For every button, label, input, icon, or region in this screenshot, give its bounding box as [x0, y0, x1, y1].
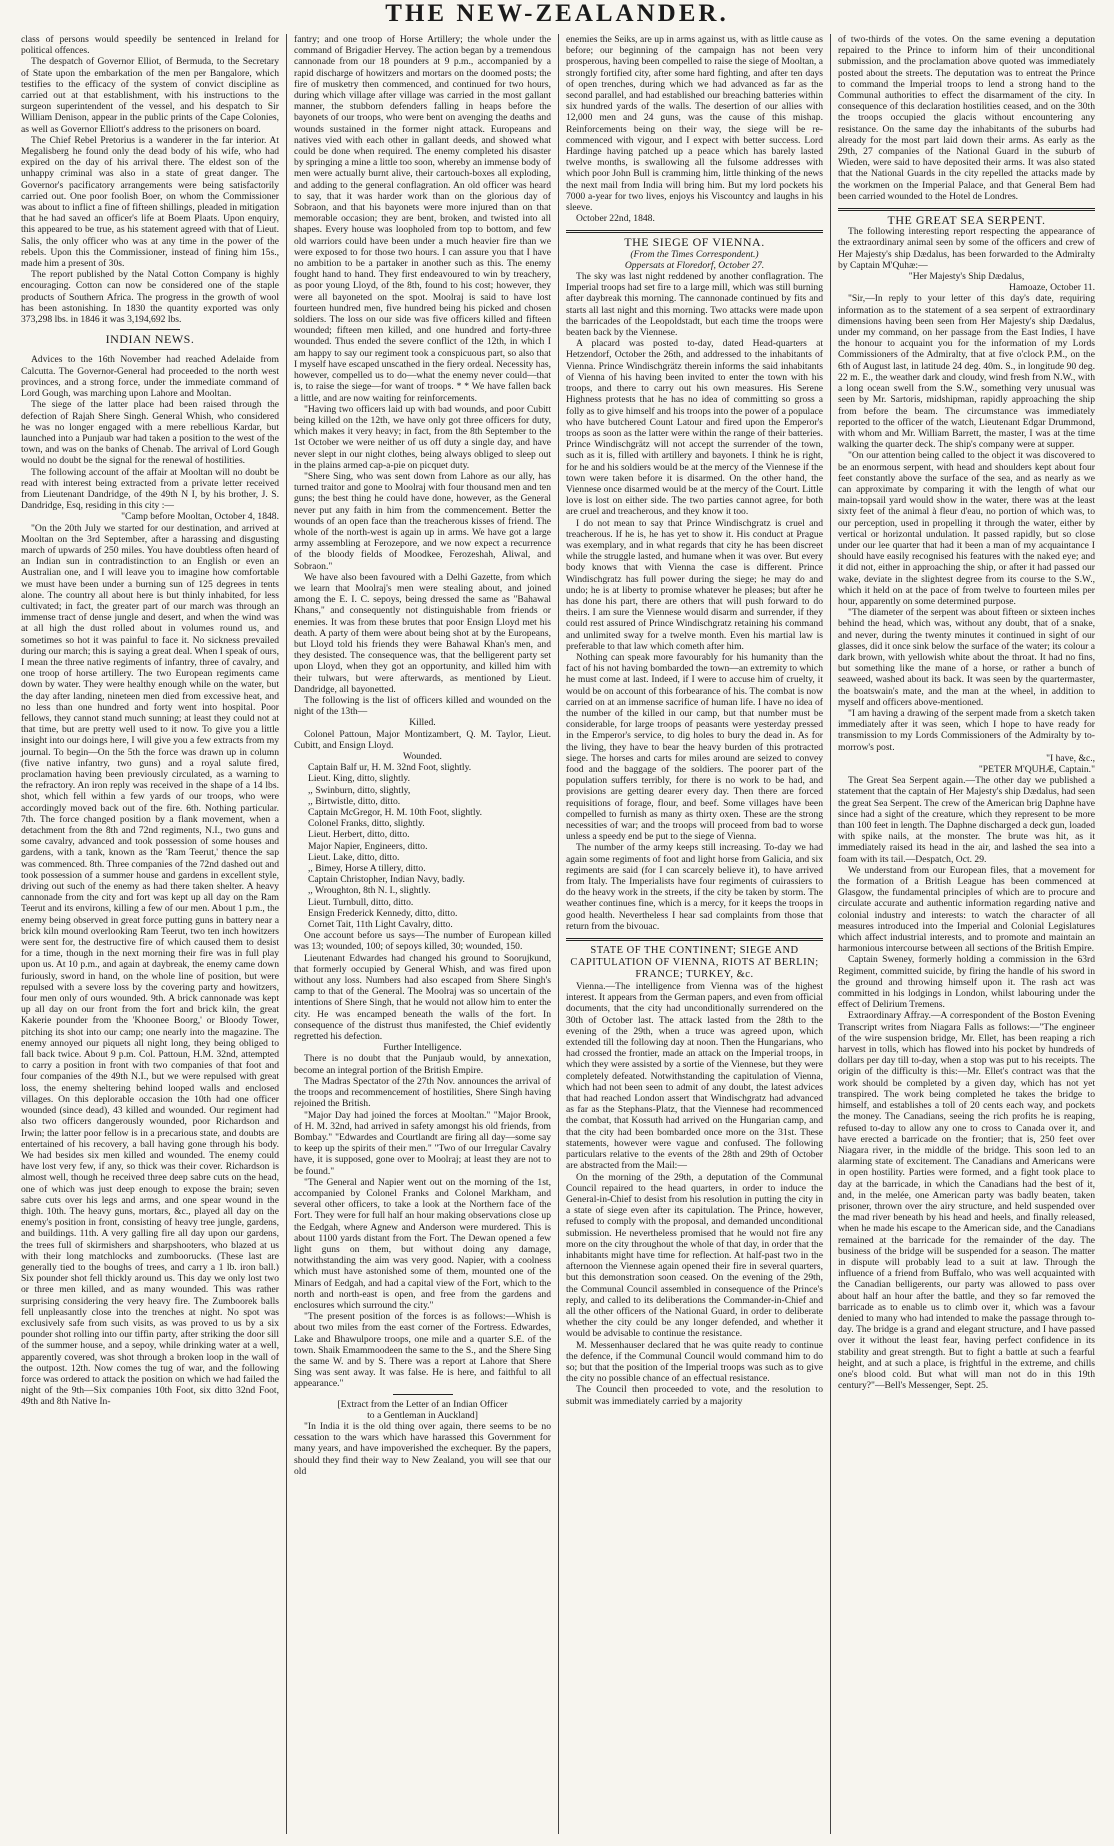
paragraph: On the morning of the 29th, a deputation of the Communal Council repaired to the head quarters, in order to induce the General-in-Chief to desist from his resolution in putting the city in a state of siege even after its capitulation. The Prince, however, refused to comply with the proposal, and demanded unconditional submission. He nevertheless promised that he would not fire any more on the city throughout the whole of that day, in order that the inhabitants might have time for reflection. At half-past two in the afternoon the Viennese again opened their fire in several quarters, but this demonstration soon ceased. On the evening of the 29th, the Communal Council assembled in consequence of the Prince's reply, and called to its deliberations the Commander-in-Chief and all the other officers of the National Guard, in order to deliberate whether the city could be any longer defended, and whether it would be advisable to continue the resistance. — [566, 1171, 823, 1340]
paragraph: A placard was posted to-day, dated Head-quarters at Hetzendorf, October the 26th, and addressed to the inhabitants of Vienna. Prince Windischgrätz therein informs the said inhabitants of Vienna of his having been invited to enter the town with his troops, and there to carry out his own measures. His Serene Highness protests that he has no idea of committing so gross a folly as to give himself and his troops into the power of a populace who have butchered Count Latour and fired upon the Emperor's troops as soon as the latter were within the range of their batteries. Prince Windischgrätz will not accept the surrender of the town, such as it is, filled with artillery and bayonets. I think he is right, for he and his soldiers would be at the mercy of the Viennese if the town were taken before it is disarmed. On the other hand, the Viennese once disarmed would be at the mercy of the Court. Little love is lost on either side. The two parties cannot agree, for both are cruel and treacherous, and they know it too. — [566, 338, 823, 518]
signature-date: October 22nd, 1848. — [576, 213, 655, 225]
paragraph: "On our attention being called to the object it was discovered to be an enormous serpent, with head and shoulders kept about four feet constantly above the surface of the sea, and as nearly as we can approximate by comparing it with the length of what our main-topsail yard would show in the water, there was at the least sixty feet of the animal à fleur d'eau, no portion of which was, to our perception, used in propelling it through the water, either by vertical or horizontal undulation. It passed rapidly, but so close under our lee quarter that had it been a man of my acquaintance I should have easily recognised his features with the naked eye; and it did not, either in approaching the ship, or after it had passed our wake, deviate in the slightest degree from its course to the S.W., which it held on at the pace of from twelve to fourteen miles per hour, apparently on some determined purpose. — [838, 450, 1095, 607]
list-item: ,, Birtwistle, ditto, ditto. — [308, 795, 401, 807]
paragraph: "Shere Sing, who was sent down from Lahore as our ally, has turned traitor and gone to Moolraj with four thousand men and ten guns; the best thing he could have done, however, as the General never put any faith in him from the commencement. Better the wounds of an open face than the treacherous kisses of friend. The whole of the north-west is again up in arms. We have got a large army assembling at Ferozepore, and we now expect a recurrence of the bloody fields of Moodkee, Ferozeshah, Aliwal, and Sobraon." — [294, 470, 551, 572]
divider — [120, 329, 180, 330]
list-item: ,, Swinburn, ditto, slightly, — [308, 784, 411, 796]
column-3 — [558, 34, 830, 1834]
paragraph: fantry; and one troop of Horse Artillery; the whole under the command of Brigadier Hervey. The action began by a tremendous cannonade from our 18 pounders at 9 p.m., accompanied by a rapid discharge of howitzers and mortars on the doomed posts; the fire of musketry then commenced, and continued for two hours, during which village after village was carried in the most gallant manner, the stubborn defenders falling in heaps before the bayonets of our troops, who were bent on avenging the deaths and wounds sustained in the former night attack. Europeans and natives vied with each other in gallant deeds, and showed what could be done when required. The enemy completed his disaster by springing a mine a little too soon, whereby an immense body of men were actually burnt alive, their cartouch-boxes all exploding, and adding to the general conflagration. An old officer was heard to say, that it was harder work than on the glorious day of Sobraon, and that his bayonets were more injured than on that memorable occasion; they are bent, broken, and twisted into all shapes. Every house was loopholed from top to bottom, and few old warriors could have been under a much heavier fire than we were exposed to for those two hours. I can assure you that I have no ambition to be a partaker in another such as this. The enemy fought hand to hand. They first endeavoured to win by treachery, as poor young Lloyd, of the 8th, found to his cost; however, they were all bayoneted on the spot. Moolraj is said to have lost fourteen hundred men, five hundred being his picked and chosen soldiers. The loss on our side was five officers killed and fifteen wounded; fifteen men killed, and one hundred and forty-three wounded. Thus ended the severe conflict of the 12th, in which I am happy to say our regiment took a conspicuous part, so also that I myself have escaped unscathed in the fiery ordeal. Necessity has, however, compelled us to do—what the enemy never could—that is, to raise the siege—for want of troops. * * We have fallen back a little, and are now waiting for reinforcements. — [294, 34, 551, 404]
paragraph: Captain Sweney, formerly holding a commission in the 63rd Regiment, committed suicide, by firing the handle of his sword in the ground and throwing himself upon it. The rash act was committed in his lodgings in London, whilst labouring under the effect of Delirium Tremens. — [838, 954, 1095, 1011]
list-item: ,, Bimey, Horse A tillery, ditto. — [308, 863, 426, 875]
list-item: Ensign Frederick Kennedy, ditto, ditto. — [308, 907, 458, 919]
paragraph: Extraordinary Affray.—A correspondent of the Boston Evening Transcript writes from Niagara Falls as follows:—"The engineer of the wire suspension bridge, Mr. Ellet, has been reaping a rich harvest in tolls, which has flowed into his pocket by hundreds of dollars per day till to-day, when a stop was put to his receipts. The origin of the difficulty is this:—Mr. Ellet's contract was that the work should be completed by a given day, which has not yet transpired. The work being completed he takes the bridge to himself, and establishes a toll of 20 cents each way, and pockets the money. The Canadians, seeing the rich profits he is reaping, refused to-day to allow any one to cross to Canada over it, and have erected a barricade on the frontier; that is, 250 feet over Niagara river, in the middle of the bridge. This soon led to an alarming state of excitement. The Canadians and Americans were in open hostility. Parties were formed, and a fight took place to day at the barricade, in which the Canadians had the best of it, and, in the melée, one American party was badly beaten, taken prisoner, thrown over the airy structure, and held suspended over the mad river beneath by his head and heels, and finally released, when he made his escape to the American side, and the Canadians remained at the barricade for the remainder of the day. The business of the bridge will be suspended for a season. The matter in dispute will probably lead to a suit at law. Through the influence of a friend from Buffalo, who was well acquainted with the Canadian belligerents, our party was allowed to pass over about half an hour after the battle, and they so far removed the barricade as to enable us to climb over it, which was a favour denied to many who had intended to make the passage through to-day. The bridge is a grand and elegant structure, and I have passed over it without the least fear, having perfect confidence in its stability and great strength. But to fight a battle at such a fearful height, and at such a place, is frightful in the extreme, and chills one's blood cold. But what will man not do in this 19th century?"—Bell's Messenger, Sept. 25. — [838, 1010, 1095, 1392]
paragraph: Advices to the 16th November had reached Adelaide from Calcutta. The Governor-General had proceeded to the north west provinces, and a strong force, under the immediate command of Lord Gough, was marching upon Lahore and Mooltan. — [21, 354, 279, 400]
divider — [393, 1394, 453, 1395]
list-item: Cornet Tait, 11th Light Cavalry, ditto. — [308, 919, 453, 931]
paragraph: The sky was last night reddened by another conflagration. The Imperial troops had set fire to a large mill, which was still burning after daybreak this morning. The cannonade continued by fits and starts all last night and this morning. Two attacks were made upon the barricades of the Leopoldstadt, but each time the troops were beaten back by the Viennese. — [566, 271, 823, 339]
list-item: Colonel Franks, ditto, slightly. — [308, 818, 425, 830]
paragraph: Nothing can speak more favourably for his humanity than the fact of his not having bombarded the town—an extremity to which he must come at last. Indeed, if I were to accuse him of cruelty, it would be on account of this forbearance of his. The combat is now carried on at an immense sacrifice of human life. I have no idea of the number of the killed in our camp, but that number must be considerable, for large troops of peasants were yesterday pressed in the Emperor's service, to dig holes to bury the dead in. As for the living, they have to bear the heavy burden of this protracted siege. The horses and carts for miles around are seized to convey food and the baggage of the soldiers. The poorer part of the population suffers terribly, for there is no work to be had, and provisions are getting dearer every day. Then there are forced requisitions of forage, flour, and beef. Some villages have been compelled to furnish as many as thirty oxen. These are the strong necessities of war; and the troops will proceed from bad to worse unless a speedy end be put to the siege of Vienna. — [566, 651, 823, 843]
paragraph: The following is the list of officers killed and wounded on the night of the 13th— — [294, 694, 551, 718]
paragraph: Vienna.—The intelligence from Vienna was of the highest interest. It appears from the German papers, and even from official documents, that the city had unconditionally surrendered on the 30th of October last. The attack lasted from the 28th to the evening of the 29th, when a truce was agreed upon, which extended till the following day at noon. Then the Hungarians, who had crossed the frontier, made an attack on the Imperial troops, in which they were assisted by a sortie of the Viennese, but they were completely defeated. Notwithstanding the capitulation of Vienna, which had not been seen to admit of any doubt, the latest advices that had reached London assert that Windischgratz had advanced as far as the Stephans-Platz, that the Viennese had recommenced the combat, that Kossuth had arrived on the Hungarian camp, and that the city had been bombarded once more on the 31st. These statements, however were vague and confused. The following particulars relative to the events of the 28th and 29th of October are abstracted from the Mail:— — [566, 981, 823, 1172]
divider — [566, 230, 823, 233]
list-item: Lieut. Turnbull, ditto, ditto. — [308, 896, 414, 908]
headline-siege-of-vienna: THE SIEGE OF VIENNA. — [624, 235, 765, 250]
paragraph: The following account of the affair at Mooltan will no doubt be read with interest being extracted from a private letter received from Lieutenant Dandridge, of the 49th N I, by his brother, J. S. Dandridge, Esq, residing in this city :— — [21, 466, 279, 512]
divider — [120, 349, 180, 350]
paragraph: M. Messenhauser declared that he was quite ready to continue the defence, if the Communal Council would command him to do so; but that the position of the Imperial troops was such as to give the city no possible chance of an effectual resistance. — [566, 1339, 823, 1385]
column-2 — [286, 34, 558, 1834]
paragraph: The number of the army keeps still increasing. To-day we had again some regiments of foot and light horse from Galicia, and six regiments are said (for I can scarcely believe it), to have arrived from Italy. The Imperialists have four regiments of cuirassiers to do the heavy work in the streets, if the city be taken by storm. The weather continues fine, which is a mercy, for it keeps the troops in good health. Nevertheless I hear sad complaints from those that return from the bivouac. — [566, 842, 823, 932]
letter-header-date: Hamoaze, October 11. — [1009, 282, 1095, 294]
list-item: Captain McGregor, H. M. 10th Foot, slightly. — [308, 807, 483, 819]
headline-state-of-continent: STATE OF THE CONTINENT; SIEGE AND CAPITULATION OF VIENNA, RIOTS AT BERLIN; FRANCE; TURKEY, &c. — [570, 945, 819, 981]
masthead: THE NEW-ZEALANDER. — [385, 0, 729, 27]
paragraph: "Sir,—In reply to your letter of this day's date, requiring information as to the statement of a sea serpent of extraordinary dimensions having been seen from Her Majesty's ship Dædalus, under my command, on her passage from the East Indies, I have the honour to acquaint you for the information of my Lords Commissioners of the Admiralty, that at five o'clock P.M., on the 6th of August last, in latitude 24 deg. 40m. S., in longitude 90 deg. 22 m. E., the weather dark and cloudy, wind fresh from N.W., with a long ocean swell from the S.W., something very unusual was seen by Mr. Sartoris, midshipman, rapidly approaching the ship from before the beam. The circumstance was immediately reported to the officer of the watch, Lieutenant Edgar Drummond, with whom and Mr. William Barrett, the master, I was at the time walking the quarter deck. The ship's company were at supper. — [838, 293, 1095, 451]
paragraph: One account before us says—The number of European killed was 13; wounded, 100; of sepoys killed, 30; wounded, 150. — [294, 930, 551, 953]
extract-heading: [Extract from the Letter of an Indian Officer — [337, 1398, 508, 1410]
further-intelligence-heading: Further Intelligence. — [383, 1042, 462, 1054]
paragraph: The following interesting report respecting the appearance of the extraordinary animal seen by some of the officers and crew of Her Majesty's ship Dædalus, has been forwarded to the Admiralty by Captain M'Quhæ:— — [838, 226, 1095, 271]
list-item: Captain Balf ur, H. M. 32nd Foot, slightly. — [308, 762, 472, 774]
paragraph: class of persons would speedily be sentenced in Ireland for political offences. — [21, 34, 279, 57]
wounded-heading: Wounded. — [403, 751, 442, 762]
paragraph: "The present position of the forces is as follows:—Whish is about two miles from the east corner of the Fortress. Edwardes, Lake and Bhawulpore troops, one mile and a quarter S.E. of the town. Shaik Emammoodeen the same to the S., and the Shere Sing the same W. and by S. There was a report at Lahore that Shere Sing was sent away. It was false. He is here, and faithful to all appearance." — [294, 1311, 551, 1390]
list-item: Lieut. King, ditto, slightly. — [308, 773, 410, 785]
paragraph: "In India it is the old thing over again, there seems to be no cessation to the wars which have harassed this Government for many years, and have impoverished the exchequer. By the papers, should they find their way to New Zealand, you will see that our old — [294, 1420, 551, 1477]
paragraph: The report published by the Natal Cotton Company is highly encouraging. Cotton can now be considered one of the staple products of Southern Africa. The progress in the growth of wool has been astonishing. In 1830 the quantity exported was only 373,298 lbs. in 1846 it was 3,194,692 lbs. — [21, 269, 279, 326]
headline-great-sea-serpent: THE GREAT SEA SERPENT. — [887, 213, 1046, 228]
letter-header: "Her Majesty's Ship Dædalus, — [908, 271, 1025, 283]
paragraph: The despatch of Governor Elliot, of Bermuda, to the Secretary of State upon the embarkation of the men per Bangalore, which testifies to the efficacy of the system of convict discipline as carried out at that establishment, with his instructions to the surgeon superintendent of the vessel, and his despatch to Sir William Denison, appear in the public prints of the Cape Colonies, as well as Governor Elliott's address to the prisoners on board. — [21, 56, 279, 135]
paragraph: "On the 20th July we started for our destination, and arrived at Mooltan on the 3rd September, after a harassing and disgusting march of upwards of 250 miles. You have doubtless often heard of an Indian sun in contradistinction to an English or even an Australian one, and I will leave you to imagine how comfortable we must have been under a burning sun of 125 degrees in tents alone. The country all about here is but thinly inhabited, for less cultivated; in fact, the greater part of our march was through an immense tract of dense jungle and desert, and when the wind was at all high the dust rolled about in volumes round us, and sometimes so hot it was painful to face it. No sickness prevailed during our march; this is saying a great deal. When I speak of ours, I mean the three native regiments of infantry, three of cavalry, and one troop of horse artillery. The two European regiments came down by water. They were healthy enough while on the water, but the day after landing, nineteen men died from excessive heat, and no less than one hundred and forty went into hospital. Poor fellows, they cannot stand much sunning; at least they could not at that time, but are pretty well used to it now. To give you a little insight into our doings here, I will give you a few extracts from my journal. To begin—On the 5th the force was drawn up in column (five native infantry, two guns) and a royal salute fired, proclamation having been previously circulated, as a warning to the refractory. An iron reply was received in the shape of a 14 lbs. shot, which fell within a few yards of our troops, who were accordingly moved back out of the fire. 6th. Nothing particular. 7th. The force changed position by a flank movement, when a detachment from the 8th and 72nd regiments, N.I., two guns and some cavalry, advanced and took possession of some houses and gardens, with a tank, known as the 'Ram Teerut,' thence the sap was commenced. 8th. Three companies of the 72nd dashed out and took possession of a summer house and gardens in excellent style, driving out such of the enemy as had there taken shelter. A heavy cannonade from the city and fort was kept up all day on the Ram Teerut and its environs, killing a few of our men. About 1 p.m., the enemy being observed in great force putting guns in battery near a brick kiln mound overlooking Ram Teerut, two ten inch howitzers were sent for, the destructive fire of which caused them to desist for a time, though in the next morning their fire was in full play upon us. At 10 p.m., and again at daybreak, the enemy came down furiously, sword in hand, on the whole line of position, but were repulsed with a severe loss by the covering party and howitzers, four men only of ours wounded. 9th. A brick cannonade was kept up all day on our front from the fort and brick kiln, the great Kakerie pounder from the 'Khoonee Boorg,' or Bloody Tower, pitching its shot into our camp; one nearly into the magazine. The enemy annoyed our piquets all night long, they being obliged to fall back twice. About 9 p.m. Col. Pattoun, H.M. 32nd, attempted to carry a position in front with two companies of that foot and four companies of the 49th N.I., but we were repulsed with great loss, the enemy sheltering behind looped walls and enclosed villages. On this deplorable occasion the 10th had one officer wounded (since dead), 43 killed and wounded. Our regiment had also two officers dangerously wounded, poor Richardson and Irwin; the latter poor fellow is in a precarious state, and doubts are entertained of his recovery, a ball having gone through his body. We had besides six men killed and wounded. The enemy could have lost very few, if any, so thick was their cover. Richardson is almost well, though he received three deep sabre cuts on the head, one of which was just deep enough to expose the brain; seven sabre cuts over his legs and arms, and one spear wound in the thigh. 10th. The heavy guns, mortars, &c., played all day on the enemy's position in front, consisting of heavy tree jungle, gardens, and buildings. 11th. A very galling fire all day upon our gardens, the trees full of skirmishers and sharpshooters, who blazed at us with their long matchlocks and zumboorucks. (These last are generally tied to the boughs of trees, and carry a 1 lb. iron ball.) Six pounder shot fell thickly around us. This day we only lost two or three men killed, and as many wounded. This was rather surprising considering the very heavy fire. The Zumboorek balls fell unpleasantly close into the trenches at night. No spot was exclusively safe from such visits, as was proved to us by a six pounder shot rolling into our tiffin party, after striking the door sill of the summer house, and a sepoy, while drinking water at a well, apparently covered, was shot through a broken loop in the wall of the outpost. 12th. Now comes the tug of war, and the following force was ordered to attack the position on which we had failed the night of the 9th—Six companies 10th Foot, six ditto 32nd Foot, 49th and 8th Native In- — [21, 522, 279, 1408]
killed-heading: Killed. — [409, 717, 436, 729]
list-item: Lieut. Herbert, ditto, ditto. — [308, 829, 410, 841]
column-4 — [830, 34, 1102, 1834]
paragraph: The Great Sea Serpent again.—The other day we published a statement that the captain of Her Majesty's ship Dædalus, had seen the great Sea Serpent. The crew of the American brig Daphne have since had a sight of the creature, which they represent to be more than 100 feet in length. The Daphne discharged a deck gun, loaded with spike nails, at the monster. The brute was hit, as it immediately raised its head in the air, and lashed the sea into a foam with its tail.—Despatch, Oct. 29. — [838, 775, 1095, 865]
paragraph: The Chief Rebel Pretorius is a wanderer in the far interior. At Megalisberg he found only the dead body of his wife, who had expired on the day of his arrival there. The eldest son of the unhappy criminal was also in a state of great danger. The Governor's pacificatory arrangements were being satisfactorily carried out. One poor foolish Boer, on whom the Commissioner was about to inflict a fine of fifteen shillings, pleaded in mitigation that he had saved an officer's life at Boem Plaats. Upon enquiry, this appeared to be true, as his statement agreed with that of Lieut. Salis, the only officer who was at any time in the power of the rebels. Upon this the Commissioner, instead of fining him 15s., made him a present of 30s. — [21, 134, 279, 270]
paragraph: "Major Day had joined the forces at Mooltan." "Major Brook, of H. M. 32nd, had arrived in safety amongst his old friends, from Bombay." "Edwardes and Courtlandt are firing all day—some say to keep up the spirits of their men." "Two of our Irregular Cavalry have, it is supposed, gone over to Moolraj; at least they are not to be found." — [294, 1109, 551, 1177]
list-item: Captain Christopher, Indian Navy, badly. — [308, 874, 465, 886]
paragraph: There is no doubt that the Punjaub would, by annexation, become an integral portion of the British Empire. — [294, 1053, 551, 1076]
columns — [14, 34, 1102, 1834]
paragraph: "I am having a drawing of the serpent made from a sketch taken immediately after it was seen, which I hope to have ready for transmission to my Lords Commissioners of the Admiralty by to-morrow's post. — [838, 707, 1095, 753]
paragraph: The siege of the latter place had been raised through the defection of Rajah Shere Singh. General Whish, who considered he was no longer engaged with a mere rebellious Kardar, but launched into a Punjaub war had taken a position to the west of the town, and was on the banks of Chenab. The arrival of Lord Gough would no doubt be the signal for the renewal of hostilities. — [21, 399, 279, 467]
list-item: ,, Wroughton, 8th N. I., slightly. — [308, 885, 431, 897]
paragraph: "The diameter of the serpent was about fifteen or sixteen inches behind the head, which was, without any doubt, that of a snake, and never, during the twenty minutes it continued in sight of our glasses, did it once sink below the surface of the water; its colour a dark brown, with yellowish white about the throat. It had no fins, but something like the mane of a horse, or rather a bunch of seaweed, washed about its back. It was seen by the quartermaster, the boatswain's mate, and the man at the wheel, in addition to myself and officers above-mentioned. — [838, 607, 1095, 708]
letter-dateline: "Camp before Mooltan, October 4, 1848. — [121, 511, 279, 523]
dateline: Oppersats at Floredorf, October 27. — [624, 259, 765, 271]
paragraph: of two-thirds of the votes. On the same evening a deputation repaired to the Prince to inform him of their unconditional submission, and the proclamation above quoted was immediately posted about the streets. The deputation was to entreat the Prince to command the Imperial troops to lend a strong hand to the Communal authorities to effect the disarmament of the city. In consequence of this declaration hostilities ceased, and on the 30th the troops occupied the glacis without encountering any resistance. On the same day the inhabitants of the suburbs had already for the most part laid down their arms. As early as the 29th, 27 companies of the National Guard in the suburb of Wieden, were said to have deposited their arms. It was also stated that the National Guards in the city repelled the attacks made by the workmen on the Imperial Palace, and that General Bem had been carried wounded to the Hotel de Londres. — [838, 34, 1095, 202]
column-1 — [14, 34, 286, 1834]
paragraph: The Madras Spectator of the 27th Nov. announces the arrival of the troops and recommencement of hostilities, Shere Singh having rejoined the British. — [294, 1075, 551, 1110]
paragraph: enemies the Seiks, are up in arms against us, with as little cause as before; our beginning of the campaign has not been very prosperous, having been compelled to raise the siege of Mooltan, a strongly fortified city, after some hard fighting, and after ten days of open trenches, during which we had advanced as far as the second parallel, and had established our breaching batteries within six hundred yards of the walls. The desertion of our allies with 12,000 men and 24 guns, was the cause of this mishap. Reinforcements being on their way, the siege will be re-commenced with vigour, and I expect with better success. Lord Hardinge having patched up a peace which has barely lasted twelve months, is swallowing all the fulsome addresses with which poor John Bull is cramming him, little thinking of the news the next mail from India will bring him. But my lord pockets his 7000 a-year for two lives, enjoys his Viscountcy and laughs in his sleeve. — [566, 34, 823, 214]
headline-indian-news: INDIAN NEWS. — [105, 332, 195, 347]
subhead: (From the Times Correspondent.) — [630, 248, 759, 260]
paragraph: Lieutenant Edwardes had changed his ground to Soorujkund, that formerly occupied by General Whish, and was fired upon without any loss. Numbers had also escaped from Shere Singh's camp to that of the General. The Moolraj was so uncertain of the intentions of Shere Singh, that he would not allow him to enter the city. He was encamped beneath the walls of the fort. In consequence of the distrust thus manifested, the Chief evidently regretted his defection. — [294, 952, 551, 1043]
paragraph: Colonel Pattoun, Major Montizambert, Q. M. Taylor, Lieut. Cubitt, and Ensign Lloyd. — [294, 728, 551, 751]
divider — [566, 938, 823, 941]
list-item: Lieut. Lake, ditto, ditto. — [308, 851, 400, 863]
letter-signature: "PETER M'QUHÆ, Captain." — [978, 764, 1095, 775]
paragraph: We understand from our European files, that a movement for the formation of a British League has been commenced at Glasgow, the fundamental principles of which are to procure and circulate accurate and authentic information regarding native and colonial industry and interests: to watch the character of all measures introduced into the Imperial and Colonial Legislatures which affect industrial interests, and to promote and maintain an harmonious intercourse between all sections of the British Empire. — [838, 864, 1095, 955]
paragraph: "The General and Napier went out on the morning of the 1st, accompanied by Colonel Franks and Colonel Markham, and several other officers, to take a look at the Northern face of the Fort. They were for full half an hour making observations close up the Eedgah, where Agnew and Anderson were murdered. This is about 1100 yards distant from the Fort. The Dewan opened a few light guns on them, but without doing any damage, notwithstanding the aim was very good. Napier, with a coolness which must have astonished some of them, mounted one of the Minars of Eedgah, and had a capital view of the Fort, which to the north and north-east is open, and free from the gardens and enclosures which surround the city." — [294, 1176, 551, 1311]
paragraph: I do not mean to say that Prince Windischgratz is cruel and treacherous. If he is, he has yet to show it. His conduct at Prague was exemplary, and in what regards that city he has been discreet while the struggle lasted, and humane when it was over. But every body knows that with Vienna the case is different. Prince Windischgratz has full power during the siege; he may do and undo; he is at liberty to promise whatever he pleases; but after he has done his part, there are others that will push forward to do theirs. I am sure the Viennese would disarm and surrender, if they could rest assured of Prince Windischgratz retaining his command and unlimited sway for a twelve month. Even his martial law is preferable to that law which cometh after him. — [566, 517, 823, 652]
paragraph: We have also been favoured with a Delhi Gazette, from which we learn that Moolraj's men were stealing about, and joined among the E. I. C. sepoys, being dressed the same as "Bahawal Khans," and consequently not distinguishable from friends or enemies. It was from these brutes that poor Ensign Lloyd met his death. A party of them were about being shot at by the Europeans, but Lloyd told his friends they were Bahawal Khan's men, and they desisted. The consequence was, that the belligerent party set upon Lloyd, when they got an opportunity, and killed him with their tulwars, but were afterwards, as mentioned by Lieut. Dandridge, all bayonetted. — [294, 571, 551, 695]
divider — [838, 208, 1095, 211]
extract-heading-2: to a Gentleman in Auckland] — [367, 1409, 478, 1421]
list-item: Major Napier, Engineers, ditto. — [308, 840, 428, 852]
paragraph: "Having two officers laid up with bad wounds, and poor Cubitt being killed on the 12th, we have only got three officers for duty, which makes it very heavy; in fact, from the 8th September to the 1st October we were neither of us off duty a single day, and have never slept in our night clothes, being always obliged to sleep out in the plains armed cap-a-pie on picquet duty. — [294, 403, 551, 471]
paragraph: The Council then proceeded to vote, and the resolution to submit was immediately carried by a majority — [566, 1384, 823, 1407]
letter-closing: "I have, &c., — [1046, 752, 1095, 764]
